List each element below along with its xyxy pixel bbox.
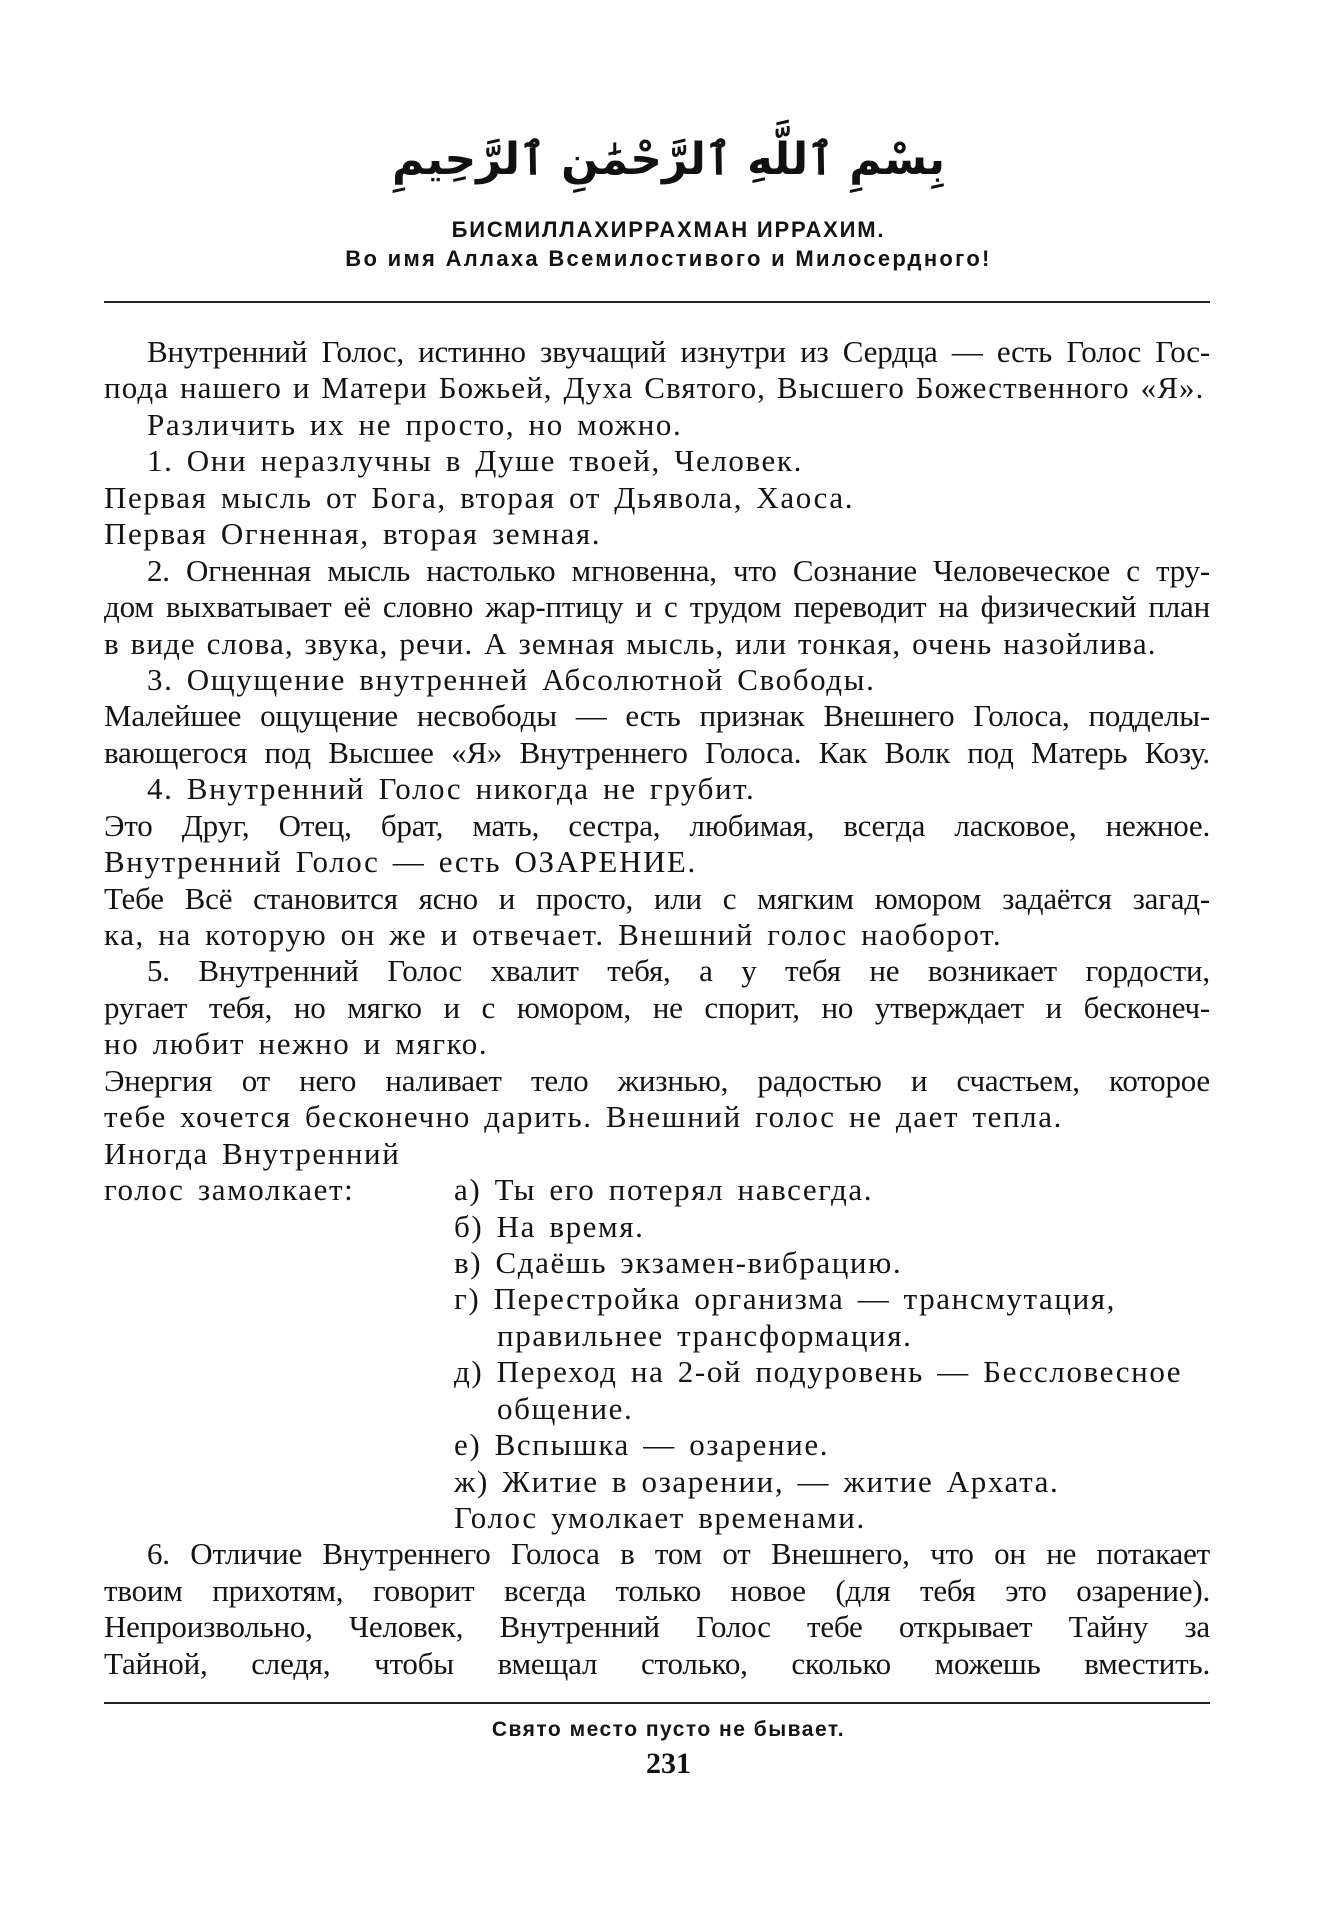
text-line: пода нашего и Матери Божьей, Духа Святого, Высшего Божественного «Я».: [104, 370, 1205, 406]
text-line: Тайной, следя, чтобы вмещал столько, сколько можешь вместить.: [104, 1645, 1210, 1681]
text-line: Непроизвольно, Человек, Внутренний Голос тебе открывает Тайну за: [104, 1609, 1210, 1645]
text-line: Энергия от него наливает тело жизнью, радостью и счастьем, которое: [104, 1062, 1210, 1098]
text-line: тебе хочется бесконечно дарить. Внешний голос не дает тепла.: [104, 1099, 1063, 1135]
page-number: 231: [646, 1747, 691, 1780]
text-line: Тебе Всё становится ясно и просто, или с мягким юмором задаётся загад-: [104, 880, 1210, 916]
list-item: г) Перестройка организма — трансмутация,: [454, 1281, 1116, 1317]
top-divider: [104, 301, 1210, 303]
list-item: в) Сдаёшь экзамен-вибрацию.: [454, 1244, 903, 1280]
text-line: Различить их не просто, но можно.: [147, 406, 683, 442]
text-line: Первая Огненная, вторая земная.: [104, 516, 602, 552]
list-item: б) На время.: [454, 1208, 645, 1244]
text-line: Малейшее ощущение несвободы — есть признак Внешнего Голоса, подделы-: [104, 698, 1210, 734]
list-intro-line: Иногда Внутренний: [104, 1135, 401, 1171]
text-line: дом выхватывает её словно жар-птицу и с трудом переводит на физический план: [104, 589, 1210, 625]
text-line: но любит нежно и мягко.: [104, 1026, 489, 1062]
text-line: 3. Ощущение внутренней Абсолютной Свободы.: [147, 661, 876, 697]
list-item: е) Вспышка — озарение.: [454, 1427, 830, 1463]
list-item: [104, 1172, 1210, 1208]
text-line: 4. Внутренний Голос никогда не грубит.: [147, 771, 756, 807]
text-line: 5. Внутренний Голос хвалит тебя, а у тебя не возникает гордости,: [147, 953, 1210, 989]
text-line: Это Друг, Отец, брат, мать, сестра, любимая, всегда ласковое, нежное.: [104, 807, 1210, 843]
list-intro-line: голос замолкает:: [104, 1172, 355, 1208]
text-line: вающегося под Высшее «Я» Внутреннего Голоса. Как Волк под Матерь Козу.: [104, 734, 1210, 770]
bismillah-calligraphy: بِسْمِ ٱللَّهِ ٱلرَّحْمَٰنِ ٱلرَّحِيمِ: [391, 134, 946, 185]
text-line: 2. Огненная мысль настолько мгновенна, что Сознание Человеческое с тру-: [147, 552, 1210, 588]
text-line: ругает тебя, но мягко и с юмором, не спорит, но утверждает и бесконеч-: [104, 989, 1210, 1025]
list-item-continuation: общение.: [497, 1390, 634, 1426]
text-line: в виде слова, звука, речи. А земная мысль, или тонкая, очень назойлива.: [104, 625, 1157, 661]
list-item: ж) Житие в озарении, — житие Архата.: [454, 1463, 1060, 1499]
page-subheading: Во имя Аллаха Всемилостивого и Милосердного!: [345, 246, 992, 271]
text-line: твоим прихотям, говорит всегда только новое (для тебя это озарение).: [104, 1572, 1210, 1608]
text-line: ка, на которую он же и отвечает. Внешний голос наоборот.: [104, 917, 1003, 952]
list-item-continuation: правильнее трансформация.: [497, 1317, 913, 1353]
body-text: [104, 334, 1210, 1682]
page-heading: БИСМИЛЛАХИРРАХМАН ИРРАХИМ.: [451, 217, 886, 242]
list-item: д) Переход на 2-ой подуровень — Бессловесное: [454, 1354, 1183, 1390]
text-line: Внутренний Голос, истинно звучащий изнутри из Сердца — есть Голос Гос-: [147, 334, 1210, 369]
footer-proverb: Свято место пусто не бывает.: [491, 1718, 846, 1741]
text-line: 6. Отличие Внутреннего Голоса в том от Внешнего, что он не потакает: [147, 1536, 1210, 1572]
text-line: 1. Они неразлучны в Душе твоей, Человек.: [147, 443, 803, 479]
text-line: Первая мысль от Бога, вторая от Дьявола, Хаоса.: [104, 479, 855, 515]
bottom-divider: [104, 1702, 1210, 1704]
list-note: Голос умолкает временами.: [454, 1500, 866, 1535]
text-line: Внутренний Голос — есть ОЗАРЕНИЕ.: [104, 844, 697, 880]
list-item-text: а) Ты его потерял навсегда.: [454, 1172, 874, 1208]
